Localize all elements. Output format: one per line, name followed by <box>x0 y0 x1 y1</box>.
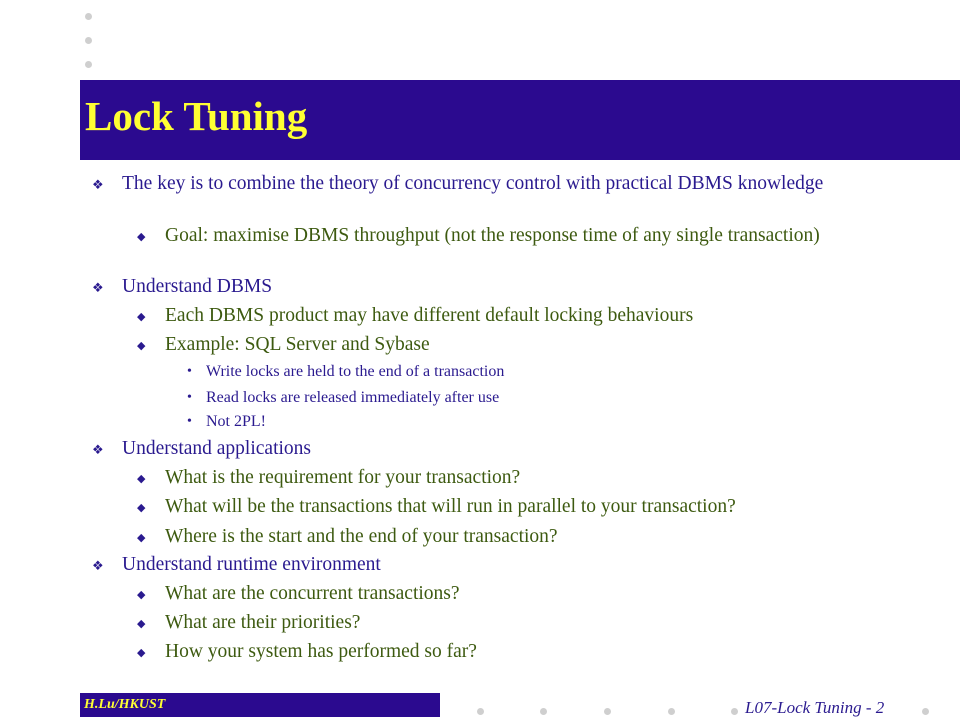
decorative-dot <box>922 708 929 715</box>
decorative-dot <box>85 13 92 20</box>
decorative-dot <box>604 708 611 715</box>
diamond-bullet-icon: ◆ <box>137 339 146 352</box>
diamond-cross-bullet-icon: ❖ <box>92 443 104 458</box>
bullet-text: Read locks are released immediately after use <box>206 389 500 406</box>
bullet-text: What are their priorities? <box>165 612 361 633</box>
bullet-text: Understand DBMS <box>122 276 273 297</box>
decorative-dot <box>731 708 738 715</box>
footer-author: H.Lu/HKUST <box>84 697 166 712</box>
bullet-text: What is the requirement for your transaction? <box>165 467 521 488</box>
dot-bullet-icon: • <box>187 390 192 405</box>
bullet-text: Goal: maximise DBMS throughput (not the response time of any single transaction) <box>165 225 820 246</box>
bullet-text: Understand runtime environment <box>122 554 381 575</box>
diamond-bullet-icon: ◆ <box>137 472 146 485</box>
decorative-dot <box>85 37 92 44</box>
dot-bullet-icon: • <box>187 414 192 429</box>
diamond-bullet-icon: ◆ <box>137 230 146 243</box>
bullet-text: Each DBMS product may have different default locking behaviours <box>165 305 694 326</box>
decorative-dot <box>540 708 547 715</box>
diamond-bullet-icon: ◆ <box>137 531 146 544</box>
diamond-bullet-icon: ◆ <box>137 310 146 323</box>
diamond-bullet-icon: ◆ <box>137 617 146 630</box>
diamond-cross-bullet-icon: ❖ <box>92 281 104 296</box>
bullet-text: Example: SQL Server and Sybase <box>165 334 430 355</box>
bullet-text: Where is the start and the end of your transaction? <box>165 526 558 547</box>
decorative-dot <box>668 708 675 715</box>
diamond-bullet-icon: ◆ <box>137 501 146 514</box>
bullet-text: How your system has performed so far? <box>165 641 477 662</box>
bullet-text: The key is to combine the theory of concurrency control with practical DBMS knowledge <box>122 173 824 194</box>
diamond-bullet-icon: ◆ <box>137 646 146 659</box>
diamond-cross-bullet-icon: ❖ <box>92 559 104 574</box>
bullet-text: What will be the transactions that will run in parallel to your transaction? <box>165 496 736 517</box>
bullet-text: What are the concurrent transactions? <box>165 583 460 604</box>
bullet-text: Not 2PL! <box>206 413 266 430</box>
bullet-text: Write locks are held to the end of a transaction <box>206 363 505 380</box>
dot-bullet-icon: • <box>187 364 192 379</box>
bullet-text: Understand applications <box>122 438 311 459</box>
decorative-dot <box>477 708 484 715</box>
footer-slide-number: L07-Lock Tuning - 2 <box>745 698 885 717</box>
slide-title: Lock Tuning <box>85 93 308 139</box>
diamond-bullet-icon: ◆ <box>137 588 146 601</box>
decorative-dot <box>85 61 92 68</box>
diamond-cross-bullet-icon: ❖ <box>92 178 104 193</box>
